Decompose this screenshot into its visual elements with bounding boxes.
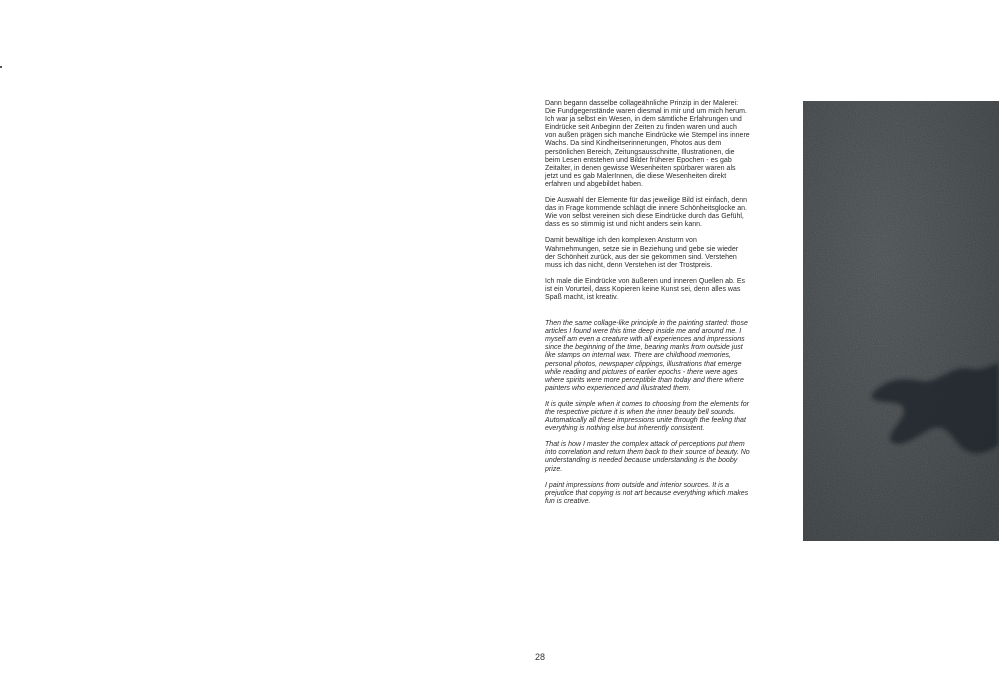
german-text-section xyxy=(545,100,750,302)
german-paragraph-1: Dann begann dasselbe collageähnliche Prinzip in der Malerei: Die Fundgegenstände waren diesmal in mir und um mich herum. Ich war ja selbst ein Wesen, in dem sämtliche Erfahrungen und Eindrücke seit Anbeginn der Zeiten zu finden waren und auch von außen prägen sich manche Eindrücke wie Stempel ins innere Wachs. Da sind Kindheitserinnerungen, Photos aus dem persönlichen Bereich, Zeitungsausschnitte, Illustrationen, die beim Lesen entstehen und Bilder früherer Epochen - es gab Zeitalter, in denen gewisse Wesenheiten spürbarer waren als jetzt und es gab MalerInnen, die diese Wesenheiten direkt erfahren und abgebildet haben. xyxy=(545,100,750,188)
photo-vignette xyxy=(803,101,999,541)
photo-image xyxy=(803,101,999,541)
english-text-section xyxy=(545,320,750,506)
german-paragraph-3: Damit bewältige ich den komplexen Ansturm von Wahrnehmungen, setze sie in Beziehung und gebe sie wieder der Schönheit zurück, aus der sie gekommen sind. Verstehen muss ich das nicht, denn Verstehen ist der Trostpreis. xyxy=(545,237,739,269)
english-paragraph-4: I paint impressions from outside and interior sources. It is a prejudice that copying is not art because everything which makes fun is creative. xyxy=(545,481,749,505)
english-paragraph-1: Then the same collage-like principle in the painting started: those articles I found were this time deep inside me and around me. I myself am even a creature with all experiences and impressions since the beginning of the time, bearing marks from outside just like stamps on internal wax. There are childhood memories, personal photos, newspaper clippings, illustrations that emerge while reading and pictures of earlier epochs - there were ages where spirits were more perceptible than today and there where painters who experienced and illustrated them. xyxy=(545,320,748,392)
text-column xyxy=(545,100,750,514)
page-number: 28 xyxy=(534,652,545,662)
stray-mark xyxy=(0,66,2,68)
asphalt-shadow-photo xyxy=(803,101,999,541)
english-paragraph-3: That is how I master the complex attack of perceptions put them into correlation and return them back to their source of beauty. No understanding is needed because understanding is the booby prize. xyxy=(545,441,750,473)
german-paragraph-4: Ich male die Eindrücke von äußeren und inneren Quellen ab. Es ist ein Vorurteil, dass Kopieren keine Kunst sei, denn alles was Spaß macht, ist kreativ. xyxy=(545,277,746,301)
english-paragraph-2: It is quite simple when it comes to choosing from the elements for the respective picture it is when the inner beauty bell sounds. Automatically all these impressions unite through the feeling that everything is nothing else but inherently consistent. xyxy=(545,400,750,433)
german-paragraph-2: Die Auswahl der Elemente für das jeweilige Bild ist einfach, denn das in Frage kommende schlägt die innere Schönheitsglocke an. Wie von selbst vereinen sich diese Eindrücke durch das Gefühl, dass es so stimmig ist und nicht anders sein kann. xyxy=(545,197,748,229)
